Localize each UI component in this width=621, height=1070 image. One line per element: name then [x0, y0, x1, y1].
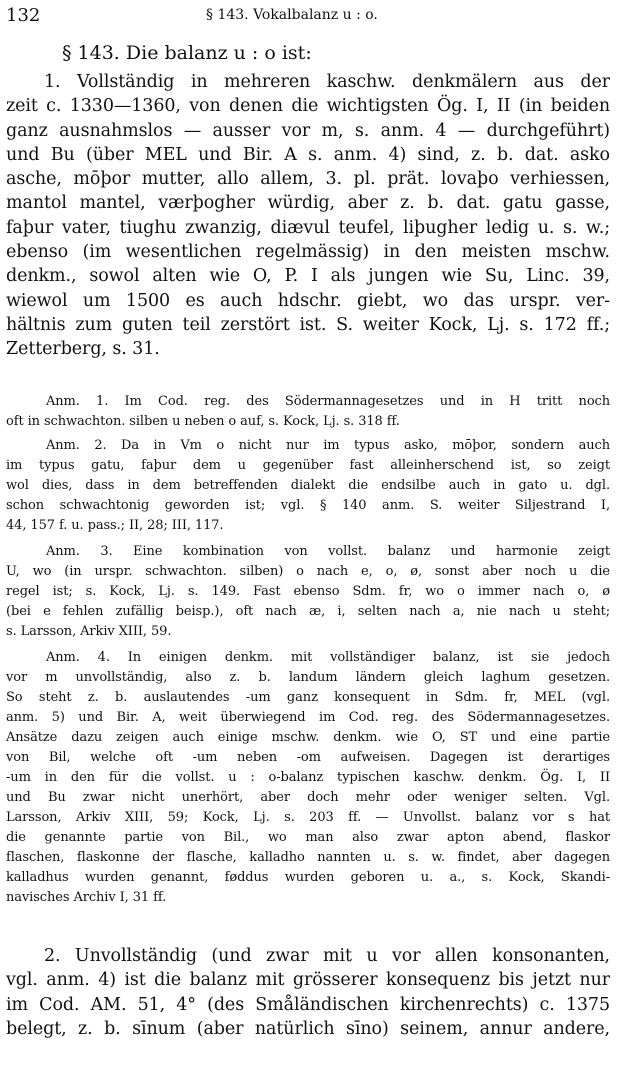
note-line: regel ist; s. Kock, Lj. s. 149. Fast ebenso Sdm. fr, wo o immer nach o, ø — [6, 584, 610, 599]
text-line: vgl. anm. 4) ist die balanz mit grösserer konsequenz bis jetzt nur — [6, 970, 610, 991]
note-line: schon schwachtonig geworden ist; vgl. § 140 anm. S. weiter Siljestrand I, — [6, 498, 610, 513]
text-line: hältnis zum guten teil zerstört ist. S. weiter Kock, Lj. s. 172 ff.; — [6, 314, 610, 335]
section-title: § 143. Die balanz u : o ist: — [62, 42, 312, 64]
note-line: von Bil, welche oft -um neben -om aufweisen. Dagegen ist derartiges — [6, 750, 610, 765]
text-line: asche, mōþor mutter, allo allem, 3. pl. prät. lovaþo verhiessen, — [6, 169, 610, 190]
note-line: -um in den für die vollst. u : o-balanz typischen kaschw. denkm. Ög. I, II — [6, 770, 610, 785]
running-title: § 143. Vokalbalanz u : o. — [206, 7, 378, 23]
note-line: navisches Archiv I, 31 ff. — [6, 890, 167, 905]
note-line: oft in schwachton. silben u neben o auf, s. Kock, Lj. s. 318 ff. — [6, 414, 400, 429]
text-line: belegt, z. b. sīnum (aber natürlich sīno) seinem, annur andere, — [6, 1018, 610, 1039]
note-line: Anm. 3. Eine kombination von vollst. balanz und harmonie zeigt — [46, 544, 610, 559]
text-line: im Cod. AM. 51, 4° (des Småländischen kirchenrechts) c. 1375 — [6, 994, 610, 1015]
note-line: So steht z. b. auslautendes -um ganz konsequent in Sdm. fr, MEL (vgl. — [6, 690, 610, 705]
note-line: s. Larsson, Arkiv XIII, 59. — [6, 624, 172, 639]
note-line: 44, 157 f. u. pass.; II, 28; III, 117. — [6, 518, 224, 533]
text-line: ebenso (im wesentlichen regelmässig) in den meisten mschw. — [6, 242, 610, 263]
text-line: Zetterberg, s. 31. — [6, 339, 160, 360]
note-line: (bei e fehlen zufällig beisp.), oft nach æ, i, selten nach a, nie nach u steht; — [6, 604, 610, 619]
note-line: Anm. 4. In einigen denkm. mit vollständiger balanz, ist sie jedoch — [46, 650, 610, 665]
text-line: zeit c. 1330—1360, von denen die wichtigsten Ög. I, II (in beiden — [6, 96, 610, 117]
note-line: Anm. 1. Im Cod. reg. des Södermannagesetzes und in H tritt noch — [46, 394, 610, 409]
note-anm-3 — [6, 542, 610, 642]
page-number: 132 — [6, 5, 41, 26]
text-line: wiewol um 1500 es auch hdschr. giebt, wo das urspr. ver- — [6, 290, 610, 311]
text-line: faþur vater, tiughu zwanzig, diævul teufel, liþugher ledig u. s. w.; — [6, 217, 610, 238]
note-anm-4 — [6, 648, 610, 908]
note-line: flaschen, flaskonne der flasche, kalladho nannten u. s. w. findet, aber dagegen — [6, 850, 610, 865]
paragraph-2 — [6, 944, 610, 1041]
paragraph-1 — [6, 70, 610, 362]
note-line: Ansätze dazu zeigen auch einige mschw. denkm. wie O, ST und eine partie — [6, 730, 610, 745]
note-line: Larsson, Arkiv XIII, 59; Kock, Lj. s. 203 ff. — Unvollst. balanz vor s hat — [6, 810, 610, 825]
text-line: mantol mantel, værþogher würdig, aber z. b. dat. gatu gasse, — [6, 193, 610, 214]
text-line: und Bu (über MEL und Bir. A s. anm. 4) sind, z. b. dat. asko — [6, 144, 610, 165]
note-line: U, wo (in urspr. schwachton. silben) o nach e, o, ø, sonst aber noch u die — [6, 564, 610, 579]
text-line: 1. Vollständig in mehreren kaschw. denkmälern aus der — [44, 72, 610, 92]
note-line: vor m unvollständig, also z. b. landum ländern gleich laghum gesetzen. — [6, 670, 610, 685]
text-line: 2. Unvollständig (und zwar mit u vor allen konsonanten, — [44, 946, 610, 966]
note-line: im typus gatu, faþur dem u gegenüber fast alleinherschend ist, so zeigt — [6, 458, 610, 473]
note-line: und Bu zwar nicht unerhört, aber doch mehr oder weniger selten. Vgl. — [6, 790, 610, 805]
note-line: Anm. 2. Da in Vm o nicht nur im typus asko, mōþor, sondern auch — [46, 438, 610, 453]
note-line: kalladhus wurden genannt, føddus wurden geboren u. a., s. Kock, Skandi- — [6, 870, 610, 885]
note-anm-2 — [6, 436, 610, 536]
text-line: ganz ausnahmslos — ausser vor m, s. anm. 4 — durchgeführt) — [6, 120, 610, 141]
text-line: denkm., sowol alten wie O, P. I als jungen wie Su, Linc. 39, — [6, 266, 610, 287]
note-anm-1 — [6, 392, 610, 432]
note-line: die genannte partie von Bil., wo man also zwar apton abend, flaskor — [6, 830, 610, 845]
note-line: anm. 5) und Bir. A, weit überwiegend im Cod. reg. des Södermannagesetzes. — [6, 710, 610, 725]
page-header — [6, 5, 615, 27]
note-line: wol dies, dass in dem betreffenden dialekt die endsilbe auch in gato u. dgl. — [6, 478, 610, 493]
